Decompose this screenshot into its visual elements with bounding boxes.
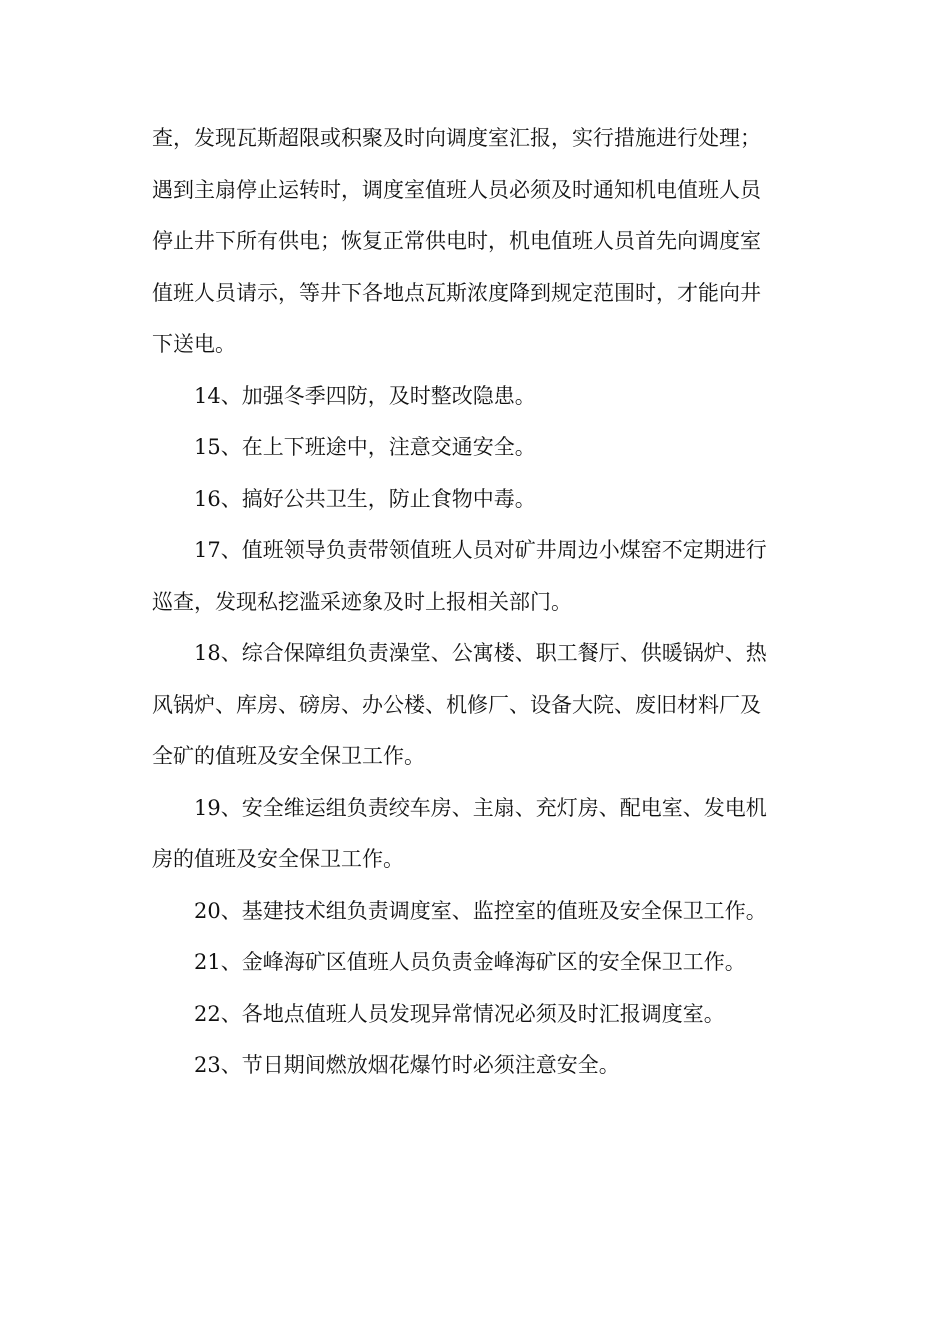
text-line: 停止井下所有供电；恢复正常供电时，机电值班人员首先向调度室 <box>152 229 761 253</box>
text-line: 19、安全维运组负责绞车房、主扇、充灯房、配电室、发电机 <box>194 795 767 820</box>
text-line: 下送电。 <box>152 332 236 356</box>
text-line: 16、搞好公共卫生，防止食物中毒。 <box>194 486 536 511</box>
paragraph-20 <box>152 886 802 938</box>
paragraph-23 <box>152 1040 802 1092</box>
text-line: 21、金峰海矿区值班人员负责金峰海矿区的安全保卫工作。 <box>194 950 746 974</box>
paragraph-13-continuation <box>152 113 802 371</box>
text-line: 20、基建技术组负责调度室、监控室的值班及安全保卫工作。 <box>194 898 767 923</box>
text-line: 14、加强冬季四防，及时整改隐患。 <box>194 383 536 408</box>
text-line: 风锅炉、库房、磅房、办公楼、机修厂、设备大院、废旧材料厂及 <box>152 692 761 717</box>
paragraph-16 <box>152 474 802 526</box>
text-line: 巡查，发现私挖滥采迹象及时上报相关部门。 <box>152 589 572 614</box>
document-body <box>152 113 802 1092</box>
text-line: 房的值班及安全保卫工作。 <box>152 847 404 871</box>
text-line: 17、值班领导负责带领值班人员对矿井周边小煤窑不定期进行 <box>194 538 767 562</box>
paragraph-21 <box>152 937 802 989</box>
paragraph-18 <box>152 628 802 783</box>
text-line: 遇到主扇停止运转时，调度室值班人员必须及时通知机电值班人员 <box>152 177 761 202</box>
text-line: 全矿的值班及安全保卫工作。 <box>152 744 425 768</box>
text-line: 22、各地点值班人员发现异常情况必须及时汇报调度室。 <box>194 1001 725 1026</box>
text-line: 查，发现瓦斯超限或积聚及时向调度室汇报，实行措施进行处理； <box>152 126 761 150</box>
text-line: 值班人员请示，等井下各地点瓦斯浓度降到规定范围时，才能向井 <box>152 280 761 305</box>
text-line: 18、综合保障组负责澡堂、公寓楼、职工餐厅、供暖锅炉、热 <box>194 641 767 665</box>
text-line: 15、在上下班途中，注意交通安全。 <box>194 435 536 459</box>
paragraph-17 <box>152 525 802 628</box>
paragraph-19 <box>152 783 802 886</box>
text-line: 23、节日期间燃放烟花爆竹时必须注意安全。 <box>194 1053 620 1077</box>
paragraph-22 <box>152 989 802 1041</box>
paragraph-15 <box>152 422 802 474</box>
paragraph-14 <box>152 371 802 423</box>
